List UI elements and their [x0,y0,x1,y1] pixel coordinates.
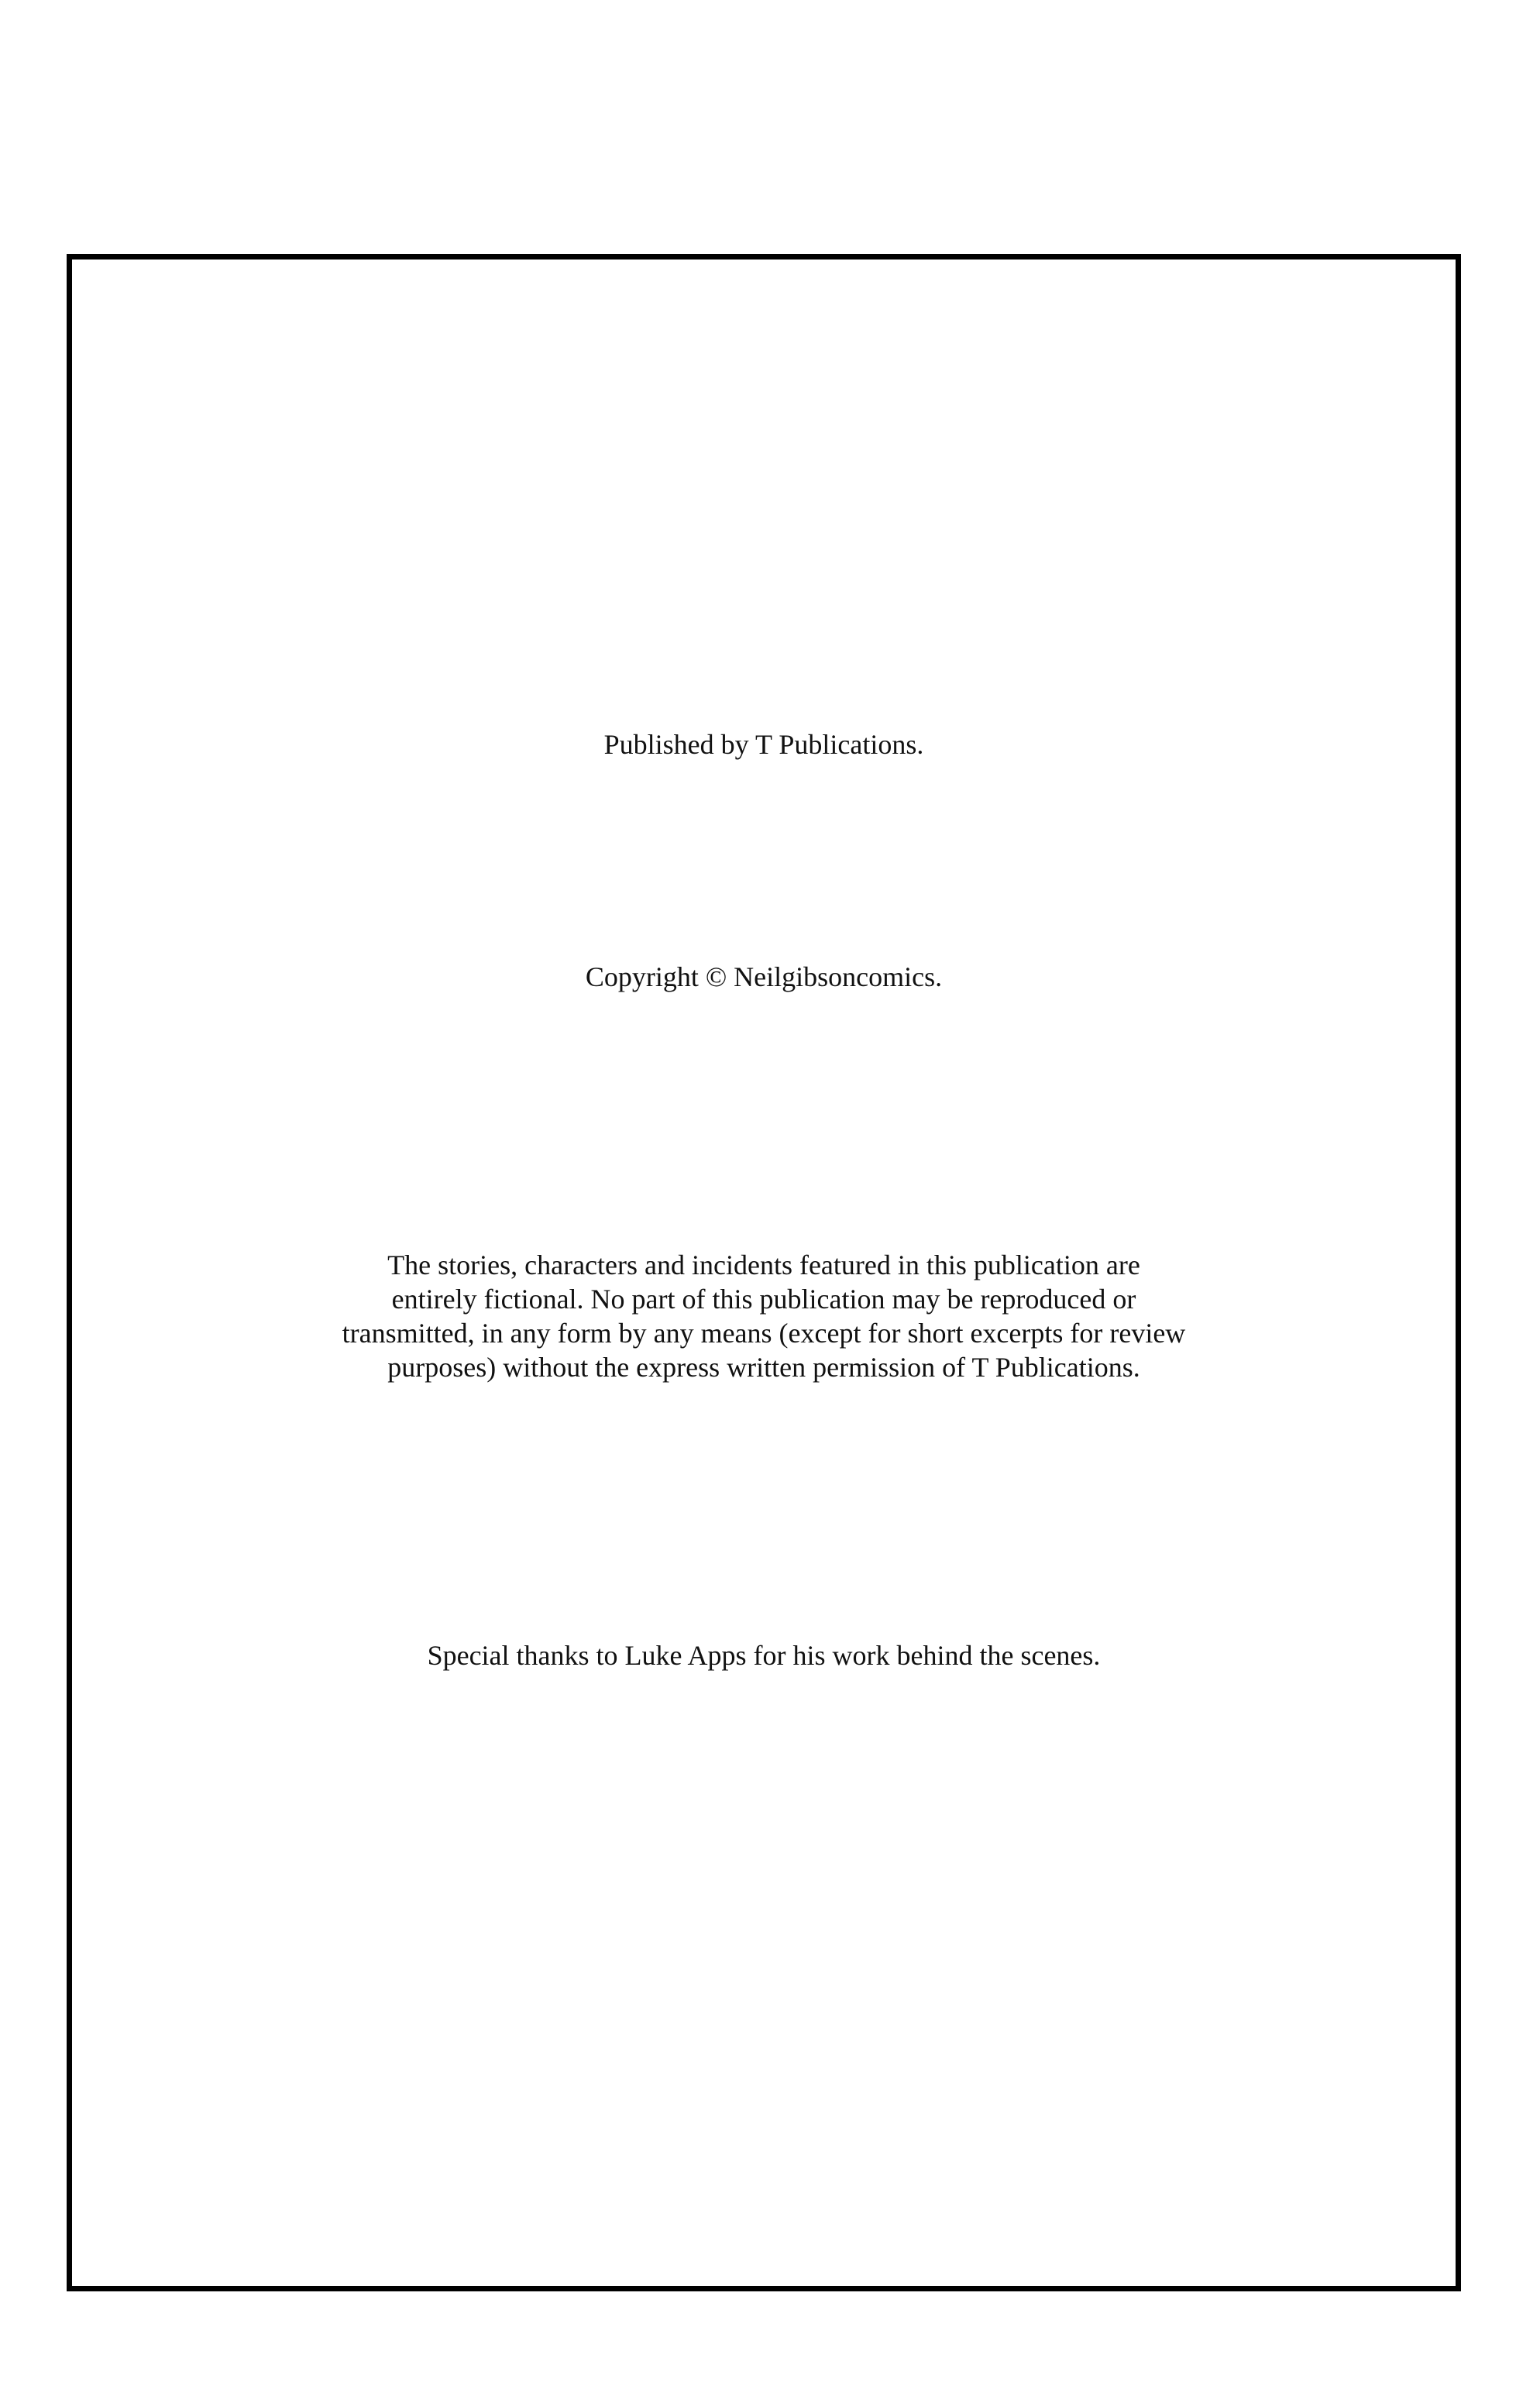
legal-notice-line: The stories, characters and incidents featured in this publication are [387,1249,1140,1280]
legal-notice-line: transmitted, in any form by any means (except for short excerpts for review [342,1318,1186,1349]
copyright-line: Copyright © Neilgibsoncomics. [585,961,943,992]
page-border-frame [67,254,1461,2291]
publisher-line: Published by T Publications. [603,729,924,760]
special-thanks-line: Special thanks to Luke Apps for his work behind the scenes. [427,1640,1101,1671]
legal-notice-line: entirely fictional. No part of this publication may be reproduced or [391,1284,1136,1315]
legal-notice [72,1248,1456,1384]
legal-notice-line: purposes) without the express written permission of T Publications. [387,1352,1140,1383]
